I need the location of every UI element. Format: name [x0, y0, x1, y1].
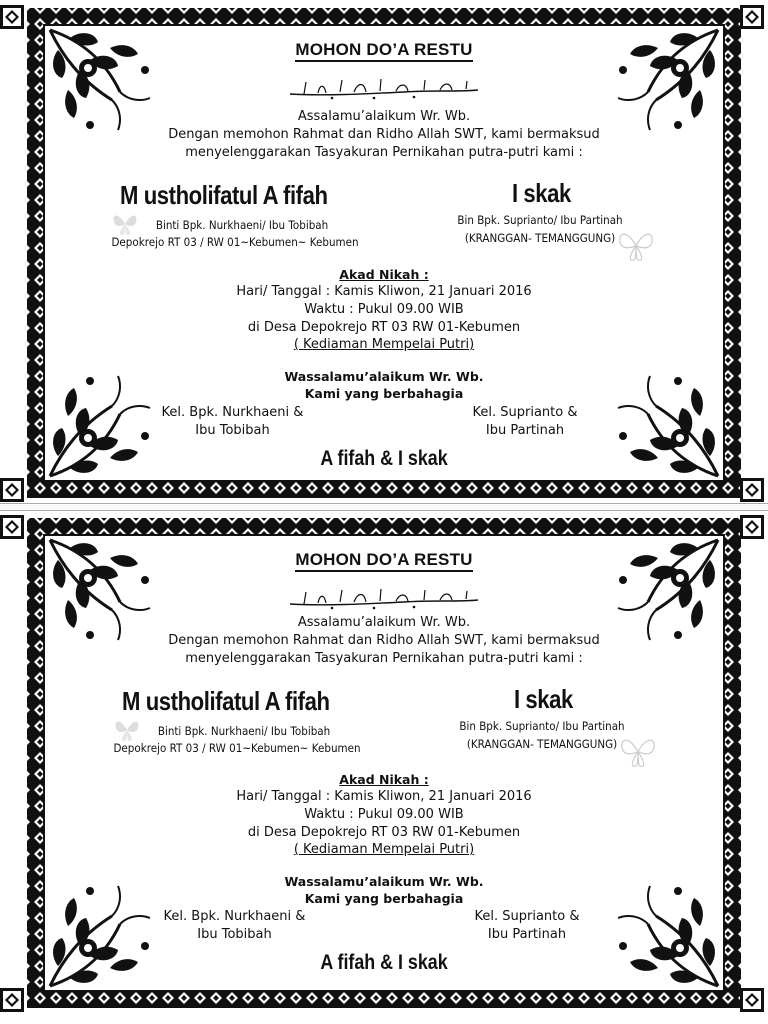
family-left-line-1: Kel. Bpk. Nurkhaeni & — [163, 909, 306, 924]
card-title: MOHON DO’A RESTU — [0, 40, 768, 60]
bride-parents: Binti Bpk. Nurkhaeni/ Ibu Tobibah — [157, 724, 331, 738]
akad-nikah-label: Akad Nikah : — [339, 267, 429, 282]
invitation-card-1 — [0, 0, 768, 504]
greeting: Assalamu’alaikum Wr. Wb. — [297, 109, 471, 124]
date-line: Hari/ Tanggal : Kamis Kliwon, 21 Januari 2016 — [236, 284, 532, 299]
groom-name: I skak — [514, 684, 573, 714]
place-line: di Desa Depokrejo RT 03 RW 01-Kebumen — [247, 320, 521, 335]
intro-line-1: Dengan memohon Rahmat dan Ridho Allah SWT, kami bermaksud — [168, 633, 600, 648]
groom-parents: Bin Bpk. Suprianto/ Ibu Partinah — [459, 719, 625, 733]
couple-signature: A fifah & I skak — [320, 447, 448, 470]
groom-parents: Bin Bpk. Suprianto/ Ibu Partinah — [457, 213, 623, 227]
family-left-line-2: Ibu Tobibah — [197, 927, 272, 942]
closing-salam: Wassalamu’alaikum Wr. Wb. — [284, 369, 484, 384]
intro-line-2: menyelenggarakan Tasyakuran Pernikahan putra-putri kami : — [185, 651, 583, 666]
invitation-card-2 — [0, 510, 768, 1014]
place-line: di Desa Depokrejo RT 03 RW 01-Kebumen — [247, 825, 521, 840]
couple-signature: A fifah & I skak — [320, 951, 448, 974]
card-content — [0, 0, 768, 504]
groom-name: I skak — [512, 178, 571, 208]
time-line: Waktu : Pukul 09.00 WIB — [304, 302, 464, 317]
greeting: Assalamu’alaikum Wr. Wb. — [297, 615, 471, 630]
family-right-line-2: Ibu Partinah — [485, 423, 565, 438]
card-content — [0, 510, 768, 1014]
family-right-line-1: Kel. Suprianto & — [474, 909, 580, 924]
bride-address: Depokrejo RT 03 / RW 01~Kebumen~ Kebumen — [111, 235, 359, 249]
groom-address: (KRANGGAN- TEMANGGUNG) — [464, 231, 616, 245]
hosts-label: Kami yang berbahagia — [304, 386, 464, 401]
hosts-label: Kami yang berbahagia — [304, 891, 464, 906]
intro-line-2: menyelenggarakan Tasyakuran Pernikahan putra-putri kami : — [185, 145, 583, 160]
date-line: Hari/ Tanggal : Kamis Kliwon, 21 Januari 2016 — [236, 789, 532, 804]
groom-address: (KRANGGAN- TEMANGGUNG) — [466, 737, 618, 751]
basmalah-calligraphy — [284, 584, 484, 612]
venue-line: ( Kediaman Mempelai Putri) — [293, 842, 475, 857]
closing-salam: Wassalamu’alaikum Wr. Wb. — [284, 874, 484, 889]
intro-line-1: Dengan memohon Rahmat dan Ridho Allah SWT, kami bermaksud — [168, 127, 600, 142]
family-right-line-2: Ibu Partinah — [487, 927, 567, 942]
bride-name: M ustholifatul A fifah — [120, 180, 328, 210]
bride-name: M ustholifatul A fifah — [122, 686, 330, 716]
card-title: MOHON DO’A RESTU — [0, 550, 768, 570]
bride-parents: Binti Bpk. Nurkhaeni/ Ibu Tobibah — [155, 218, 329, 232]
time-line: Waktu : Pukul 09.00 WIB — [304, 807, 464, 822]
venue-line: ( Kediaman Mempelai Putri) — [293, 337, 475, 352]
family-left-line-1: Kel. Bpk. Nurkhaeni & — [161, 405, 304, 420]
family-left-line-2: Ibu Tobibah — [195, 423, 270, 438]
basmalah-calligraphy — [284, 74, 484, 102]
family-right-line-1: Kel. Suprianto & — [472, 405, 578, 420]
akad-nikah-label: Akad Nikah : — [339, 772, 429, 787]
bride-address: Depokrejo RT 03 / RW 01~Kebumen~ Kebumen — [113, 741, 361, 755]
